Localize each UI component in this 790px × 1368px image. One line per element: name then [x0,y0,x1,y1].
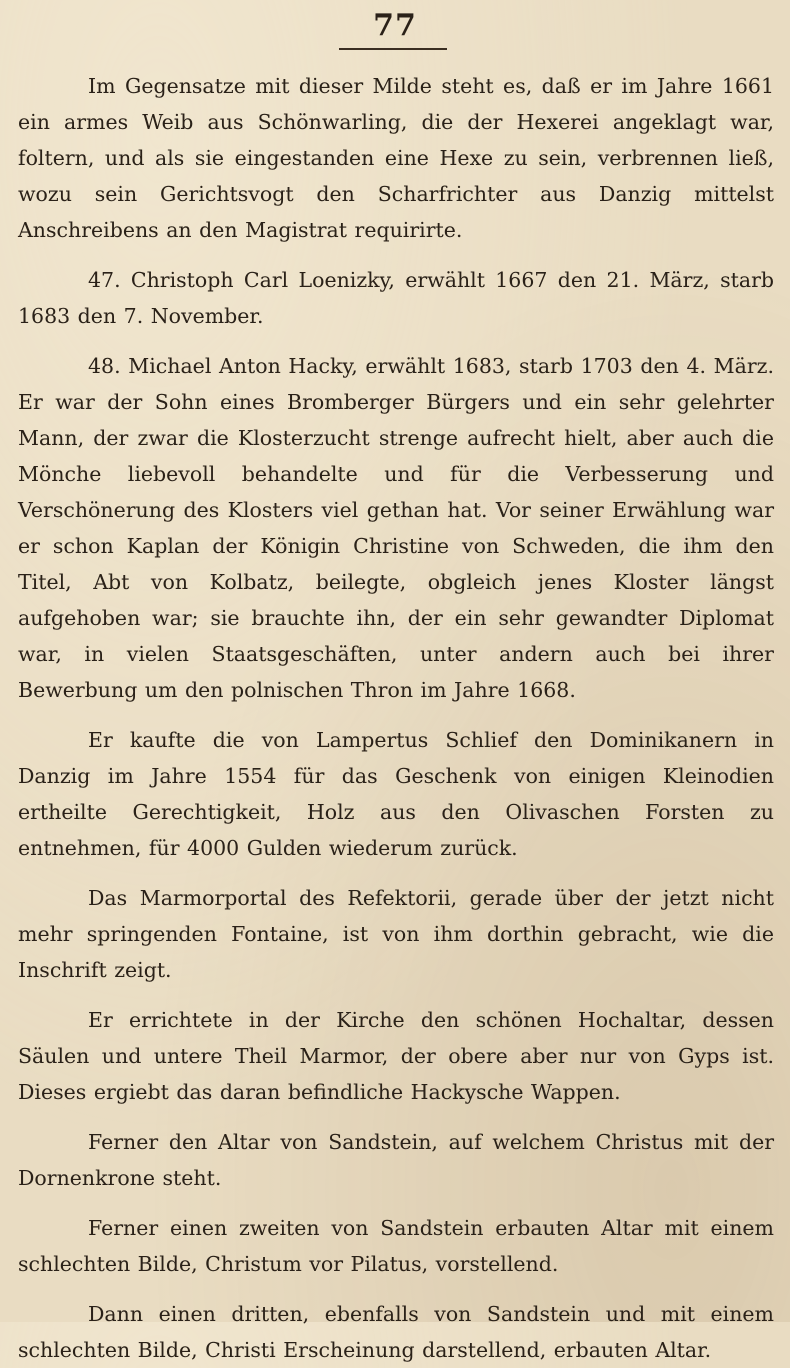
paragraph-altar-apparition: Dann einen dritten, ebenfalls von Sandstein und mit einem schlechten Bilde, Christi Erscheinung darstellend, erbauten Altar. [18,1302,774,1362]
header-rule [339,48,447,50]
paragraph-witch-trial: Im Gegensatze mit dieser Milde steht es, daß er im Jahre 1661 ein armes Weib aus Schönwarling, die der Hexerei angeklagt war, foltern, und als sie eingestanden eine Hexe zu sein, verbrennen ließ, wozu sein Gerichtsvogt den Scharfrichter aus Danzig mittelst Anschreibens an den Magistrat requirirte. [18,74,774,242]
body-text [18,68,774,1368]
paragraph-high-altar: Er errichtete in der Kirche den schönen Hochaltar, dessen Säulen und untere Theil Marmor, der obere aber nur von Gyps ist. Dieses ergiebt das daran befindliche Hackysche Wappen. [18,1008,774,1104]
paragraph-altar-pilate: Ferner einen zweiten von Sandstein erbauten Altar mit einem schlechten Bilde, Christum vor Pilatus, vorstellend. [18,1216,774,1276]
paragraph-wood-rights: Er kaufte die von Lampertus Schlief den Dominikanern in Danzig im Jahre 1554 für das Geschenk von einigen Kleinodien ertheilte Gerechtigkeit, Holz aus den Olivaschen Forsten zu entnehmen, für 4000 Gulden wiederum zurück. [18,728,774,860]
paragraph-altar-thorns: Ferner den Altar von Sandstein, auf welchem Christus mit der Dornenkrone steht. [18,1130,774,1190]
paragraph-marble-portal: Das Marmorportal des Refektorii, gerade über der jetzt nicht mehr springenden Fontaine, ist von ihm dorthin gebracht, wie die Inschrift zeigt. [18,886,774,982]
paragraph-abbot-47: 47. Christoph Carl Loenizky, erwählt 1667 den 21. März, starb 1683 den 7. November. [18,268,774,328]
page-number: 77 [373,8,417,43]
paragraph-abbot-48: 48. Michael Anton Hacky, erwählt 1683, starb 1703 den 4. März. Er war der Sohn eines Bromberger Bürgers und ein sehr gelehrter Mann, der zwar die Klosterzucht strenge aufrecht hielt, aber auch die Mönche liebevoll behandelte und für die Verbesserung und Verschönerung des Klosters viel gethan hat. Vor seiner Erwählung war er schon Kaplan der Königin Christine von Schweden, die ihm den Titel, Abt von Kolbatz, beilegte, obgleich jenes Kloster längst aufgehoben war; sie brauchte ihn, der ein sehr gewandter Diplomat war, in vielen Staatsgeschäften, unter andern auch bei ihrer Bewerbung um den polnischen Thron im Jahre 1668. [18,354,774,702]
